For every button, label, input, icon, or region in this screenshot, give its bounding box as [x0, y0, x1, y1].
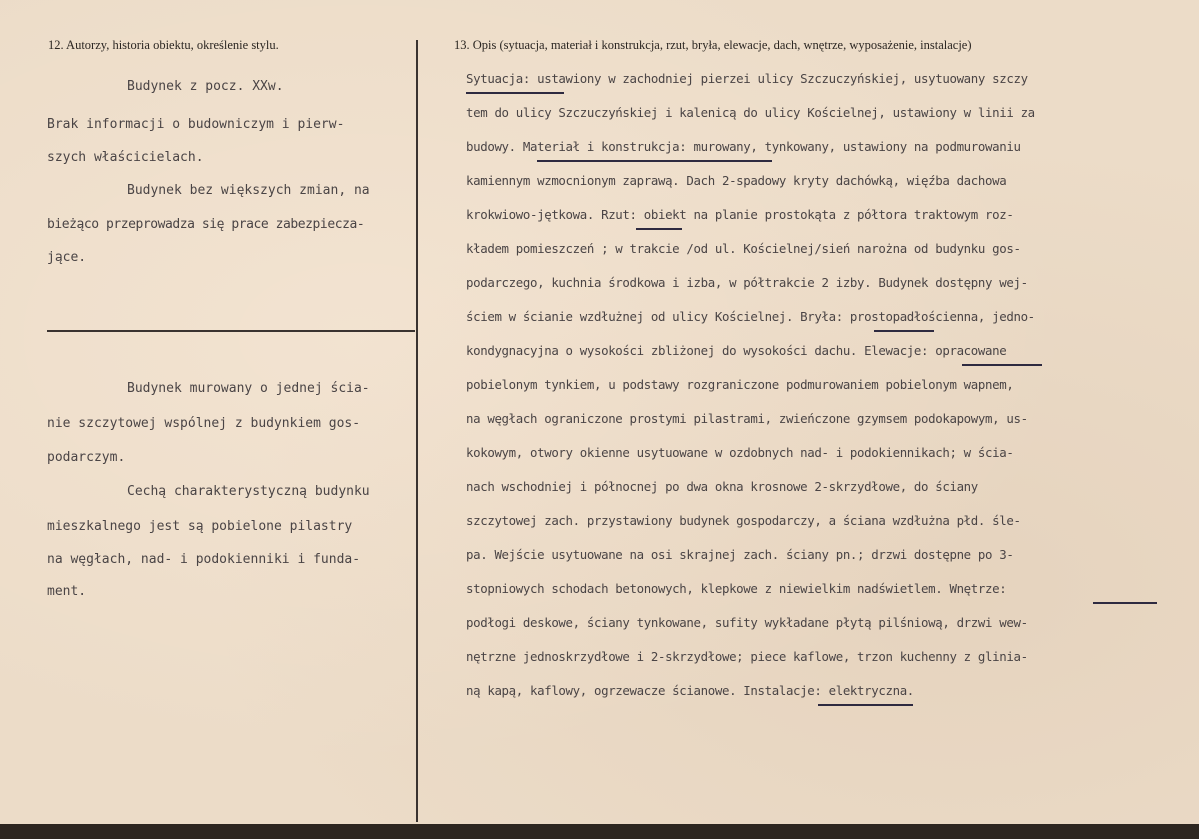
text-line: nie szczytowej wspólnej z budynkiem gos-: [47, 416, 361, 431]
text-line: stopniowych schodach betonowych, klepkowe z niewielkim nadświetlem. Wnętrze:: [466, 581, 1007, 596]
field-12-header: 12. Autorzy, historia obiektu, określenie stylu.: [48, 38, 279, 52]
text-line: budowy. Materiał i konstrukcja: murowany, tynkowany, ustawiony na podmurowaniu: [466, 139, 1021, 154]
text-line: nach wschodniej i północnej po dwa okna krosnowe 2-skrzydłowe, do ściany: [466, 479, 978, 494]
text-line: podarczym.: [47, 450, 126, 465]
text-line: ną kapą, kaflowy, ogrzewacze ścianowe. Instalacje: elektryczna.: [466, 683, 914, 698]
text-line: ściem w ścianie wzdłużnej od ulicy Kościelnej. Bryła: prostopadłościenna, jedno-: [466, 309, 1035, 324]
text-line: Cechą charakterystyczną budynku: [127, 484, 370, 499]
text-line: Budynek bez większych zmian, na: [127, 183, 370, 198]
keyword-underline-material: [537, 160, 772, 162]
text-line: ment.: [47, 584, 87, 599]
text-line: kamiennym wzmocnionym zaprawą. Dach 2-spadowy kryty dachówką, więźba dachowa: [466, 173, 1007, 188]
column-divider: [416, 40, 418, 822]
text-line: jące.: [47, 250, 87, 265]
text-line: kładem pomieszczeń ; w trakcie /od ul. Kościelnej/sień narożna od budynku gos-: [466, 241, 1021, 256]
text-line: mieszkalnego jest są pobielone pilastry: [47, 519, 353, 534]
text-line: szczytowej zach. przystawiony budynek gospodarczy, a ściana wzdłużna płd. śle-: [466, 513, 1021, 528]
text-line: krokwiowo-jętkowa. Rzut: obiekt na planie prostokąta z półtora traktowym roz-: [466, 207, 1014, 222]
text-line: kokowym, otwory okienne usytuowane w ozdobnych nad- i podokiennikach; w ścia-: [466, 445, 1014, 460]
text-line: podarczego, kuchnia środkowa i izba, w półtrakcie 2 izby. Budynek dostępny wej-: [466, 275, 1028, 290]
keyword-underline-bryla: [874, 330, 934, 332]
keyword-underline-elewacje: [962, 364, 1042, 366]
text-line: na węgłach, nad- i podokienniki i funda-: [47, 552, 361, 567]
field-12-block-history: [47, 76, 412, 266]
text-line: kondygnacyjna o wysokości zbliżonej do wysokości dachu. Elewacje: opracowane: [466, 343, 1007, 358]
text-line: pobielonym tynkiem, u podstawy rozgraniczone podmurowaniem pobielonym wapnem,: [466, 377, 1014, 392]
text-line: Budynek z pocz. XXw.: [127, 79, 284, 94]
field-13-description: [466, 68, 1178, 708]
text-line: Brak informacji o budowniczym i pierw-: [47, 117, 345, 132]
text-line: na węgłach ograniczone prostymi pilastrami, zwieńczone gzymsem podokapowym, us-: [466, 411, 1028, 426]
field-12-block-style: [47, 378, 412, 603]
scan-bottom-edge: [0, 824, 1199, 839]
keyword-underline-sytuacja: [466, 92, 564, 94]
text-line: nętrzne jednoskrzydłowe i 2-skrzydłowe; piece kaflowe, trzon kuchenny z glinia-: [466, 649, 1028, 664]
text-line: tem do ulicy Szczuczyńskiej i kalenicą do ulicy Kościelnej, ustawiony w linii za: [466, 105, 1035, 120]
text-line: bieżąco przeprowadza się prace zabezpiecza-: [47, 217, 365, 232]
section-divider: [47, 330, 415, 332]
field-13-header: 13. Opis (sytuacja, materiał i konstrukcja, rzut, bryła, elewacje, dach, wnętrze, wyposażenie, instalacje): [454, 38, 972, 52]
keyword-underline-rzut: [636, 228, 682, 230]
keyword-underline-instalacje: [818, 704, 913, 706]
text-line: szych właścicielach.: [47, 150, 204, 165]
text-line: Sytuacja: ustawiony w zachodniej pierzei ulicy Szczuczyńskiej, usytuowany szczy: [466, 71, 1028, 86]
keyword-underline-wnetrze: [1093, 602, 1157, 604]
text-line: Budynek murowany o jednej ścia-: [127, 381, 370, 396]
text-line: podłogi deskowe, ściany tynkowane, sufity wykładane płytą pilśniową, drzwi wew-: [466, 615, 1028, 630]
text-line: pa. Wejście usytuowane na osi skrajnej zach. ściany pn.; drzwi dostępne po 3-: [466, 547, 1014, 562]
